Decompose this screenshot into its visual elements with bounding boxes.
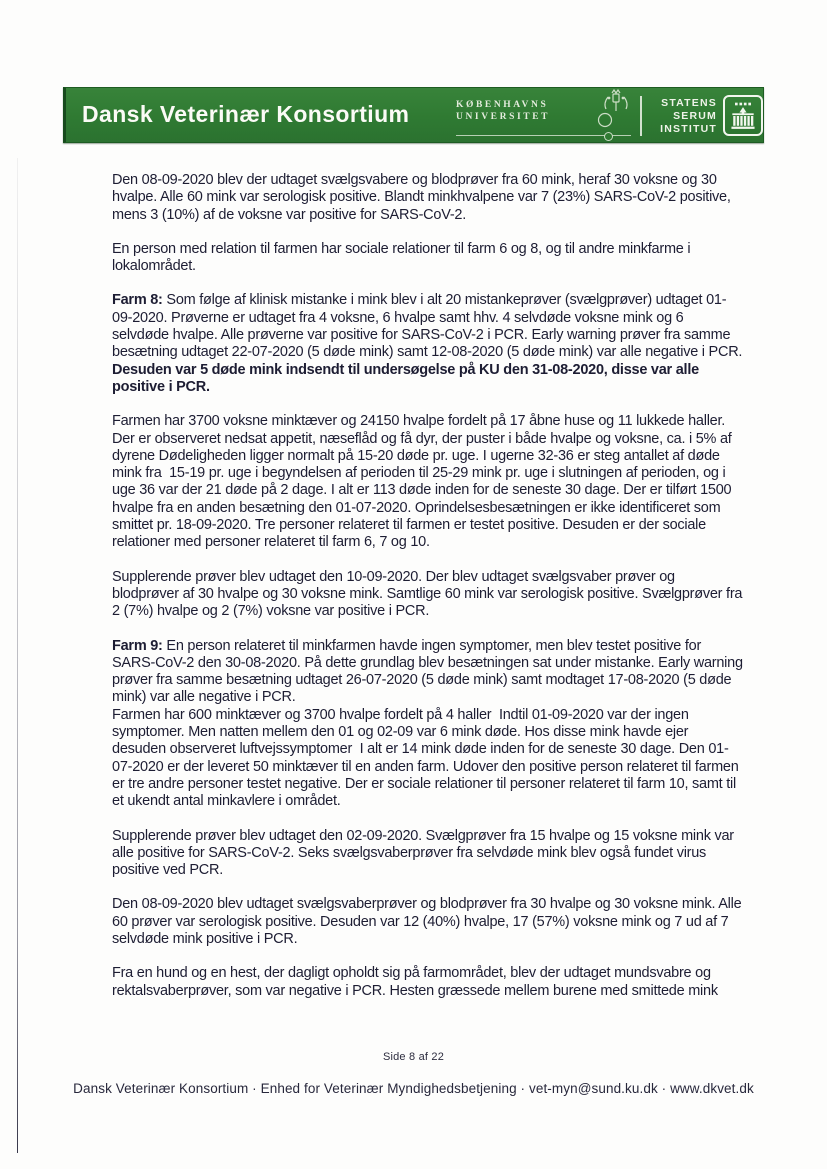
ku-seal-icon <box>596 89 636 135</box>
ku-logo-line2: UNIVERSITET <box>456 112 551 122</box>
header-divider <box>640 96 642 136</box>
ssi-logo <box>650 88 767 144</box>
paragraph-text: Den 08-09-2020 blev udtaget svælgsvaberprøver og blodprøver fra 30 hvalpe og 30 voksne mink. Alle 60 prøver var serologisk positive. Desuden var 12 (40%) hvalpe, 17 (57%) voksne mink og 7 ud af 7 selvdøde mink positive i PCR. <box>112 896 746 947</box>
paragraph-text: En person med relation til farmen har sociale relationer til farm 6 og 8, og til andre minkfarme i lokalområdet. <box>112 240 695 275</box>
paragraph-bold-text: Farm 9: <box>112 637 163 654</box>
paragraph-text: Farmen har 600 minktæver og 3700 hvalpe fordelt på 4 haller Indtil 01-09-2020 var der ingen symptomer. Men natten mellem den 01 og 02-09 var 6 mink døde. Hos disse mink havde ejer desuden observeret luftvejssymptomer I alt er 14 mink døde inden for de seneste 30 dage. Den 01-07-2020 er der leveret 50 minktæver til en anden farm. Udover den positive person relateret til farmen er tre andre personer testet negative. Der er sociale relationer til personer relateret til farm 10, samt til et ukendt antal minkavlere i området. <box>112 706 743 810</box>
document-body <box>112 172 747 1017</box>
paragraph <box>112 292 744 396</box>
paragraph <box>112 965 744 1000</box>
footer-contact: Dansk Veterinær Konsortium · Enhed for Veterinær Myndighedsbetjening · vet-myn@sund.ku.dk · www.dkvet.dk <box>73 1081 754 1096</box>
paragraph <box>112 172 744 224</box>
page-number: Side 8 af 22 <box>382 1051 445 1063</box>
paragraph-text: Farmen har 3700 voksne minktæver og 24150 hvalpe fordelt på 17 åbne huse og 11 lukkede haller. Der er observeret nedsat appetit, næseflåd og få dyr, der puster i både hvalpe og voksne, ca. i 5% af dyrene Dødeligheden ligger normalt på 15-20 døde pr. uge. I ugerne 32-36 er steg antallet af døde mink fra 15-19 pr. uge i begyndelsen af perioden til 25-29 mink pr. uge i slutningen af perioden, og i uge 36 var der 21 døde på 2 dage. I alt er 113 døde inden for de seneste 30 dage. Der er tilført 1500 hvalpe fra en anden besætning den 01-07-2020. Oprindelsesbesætningen er ikke identificeret som smittet pr. 18-09-2020. Tre personer relateret til farmen er testet positive. Desuden er der sociale relationer med personer relateret til farm 6, 7 og 10. <box>112 413 736 551</box>
ku-logo-text <box>456 99 550 123</box>
ssi-logo-line2: SERUM <box>673 110 717 122</box>
paragraph-text: Som følge af klinisk mistanke i mink blev i alt 20 mistankeprøver (svælgprøver) udtaget 01-09-2020. Prøverne er udtaget fra 4 voksne, 6 hvalpe samt hhv. 4 selvdøde voksne mink og 6 selvdøde hvalpe. Alle prøverne var positive for SARS-CoV-2 i PCR. Early warning prøver fra samme besætning udtaget 22-07-2020 (5 døde mink) samt 12-08-2020 (5 døde mink) var alle negative i PCR. <box>112 292 746 361</box>
ku-underline <box>456 135 631 136</box>
scan-artifact-line <box>17 158 18 1153</box>
paragraph-bold-text: Desuden var 5 døde mink indsendt til undersøgelse på KU den 31-08-2020, disse var alle positive i PCR. <box>112 361 703 395</box>
paragraph <box>112 707 744 811</box>
ku-underline-node-icon <box>604 132 613 141</box>
paragraph-text: Den 08-09-2020 blev der udtaget svælgsvabere og blodprøver fra 60 mink, heraf 30 voksne og 30 hvalpe. Alle 60 mink var serologisk positive. Blandt minkhvalpene var 7 (23%) SARS-CoV-2 positive, mens 3 (10%) af de voksne var positive for SARS-CoV-2. <box>112 172 735 223</box>
ssi-logo-text <box>660 97 717 136</box>
org-title: Dansk Veterinær Konsortium <box>82 101 410 127</box>
ku-logo <box>454 88 639 144</box>
paragraph-bold-text: Farm 8: <box>112 292 163 309</box>
ssi-logo-line1: STATENS <box>661 97 717 109</box>
ssi-building-icon <box>723 95 763 136</box>
paragraph <box>112 569 744 621</box>
paragraph-text: Supplerende prøver blev udtaget den 10-09-2020. Der blev udtaget svælgsvaber prøver og blodprøver af 30 hvalpe og 30 voksne mink. Samtlige 60 mink var serologisk positive. Svælgprøver fra 2 (7%) hvalpe og 2 (7%) voksne var positive i PCR. <box>112 568 746 620</box>
paragraph <box>112 637 747 707</box>
ku-logo-line1: KØBENHAVNS <box>456 100 549 110</box>
header-banner <box>63 87 764 143</box>
paragraph <box>112 896 744 948</box>
ssi-logo-line3: INSTITUT <box>660 123 717 135</box>
paragraph <box>112 241 744 276</box>
paragraph-text: En person relateret til minkfarmen havde ingen symptomer, men blev testet positive for SARS-CoV-2 den 30-08-2020. På dette grundlag blev besætningen sat under mistanke. Early warning prøver fra samme besætning udtaget 26-07-2020 (5 døde mink) samt modtaget 17-08-2020 (5 døde mink) var alle negative i PCR. <box>112 637 747 706</box>
paragraph-text: Fra en hund og en hest, der dagligt opholdt sig på farmområdet, blev der udtaget mundsvabre og rektalsvaberprøver, som var negative i PCR. Hesten græssede mellem burene med smittede mink <box>112 965 718 999</box>
paragraph-text: Supplerende prøver blev udtaget den 02-09-2020. Svælgprøver fra 15 hvalpe og 15 voksne mink var alle positive for SARS-CoV-2. Seks svælgsvaberprøver fra selvdøde mink blev også fundet virus positive ved PCR. <box>112 827 738 879</box>
paragraph <box>112 828 744 880</box>
paragraph <box>112 413 744 551</box>
